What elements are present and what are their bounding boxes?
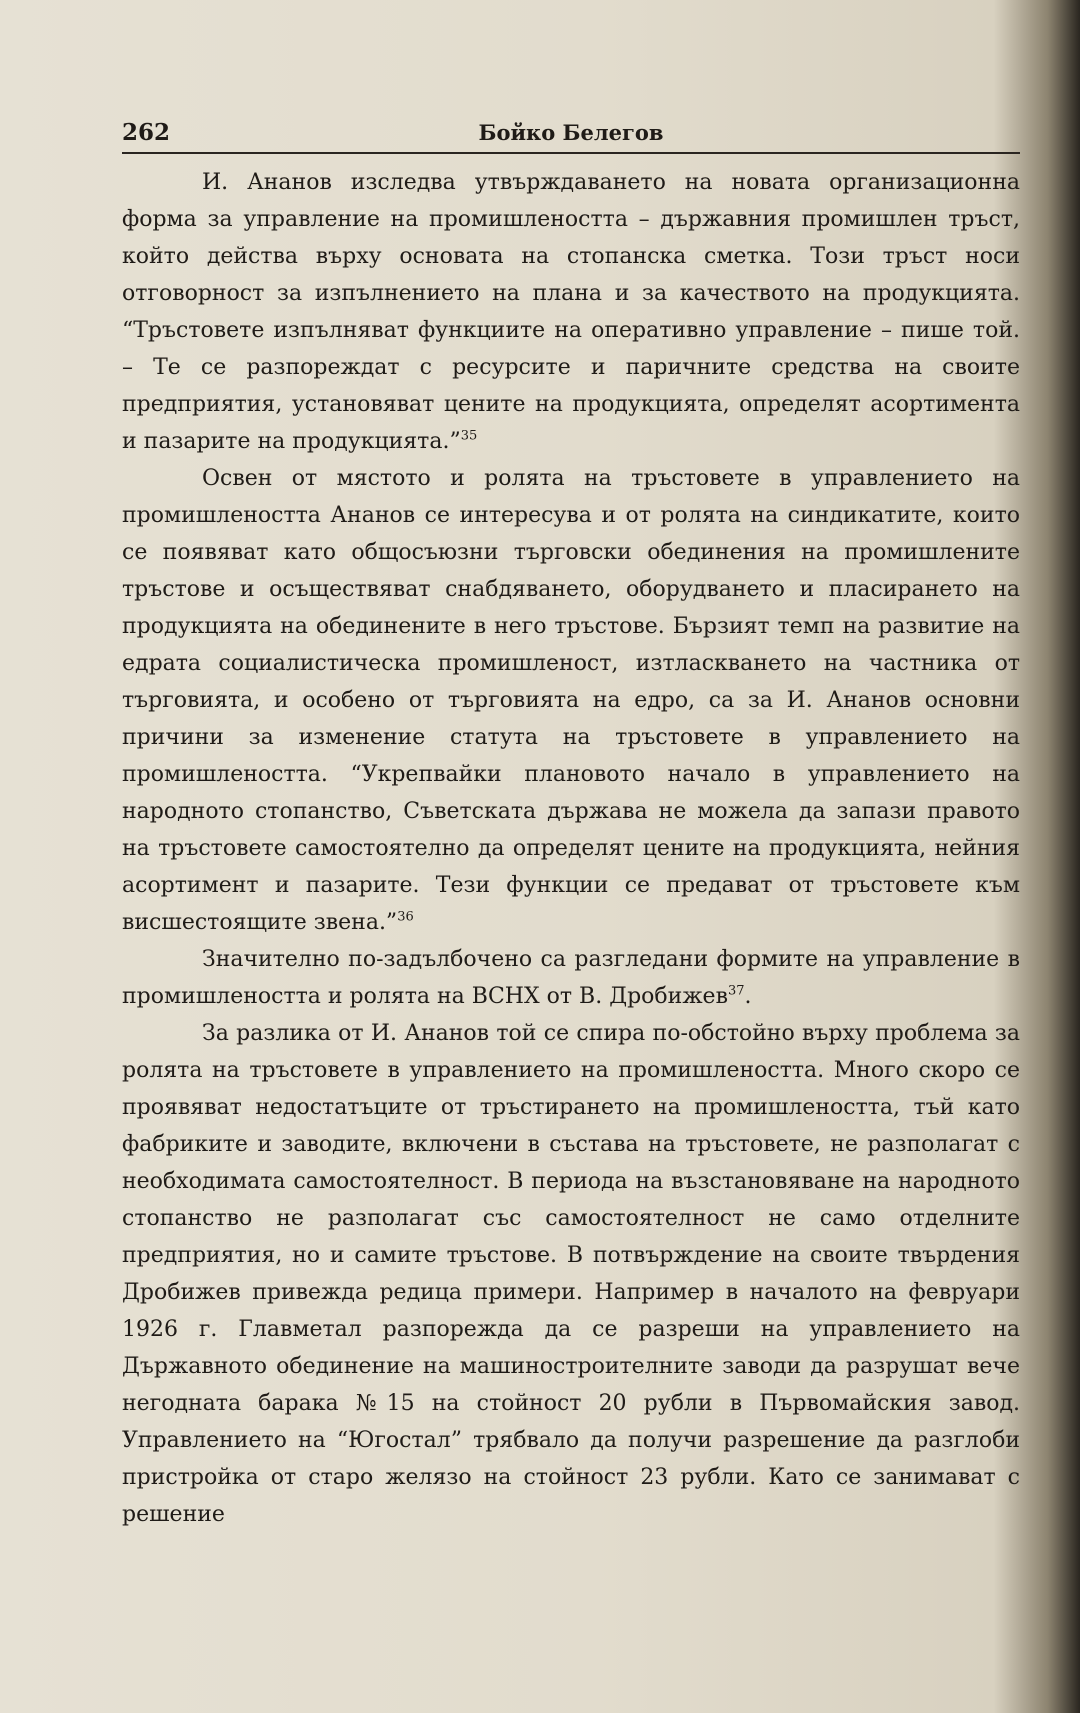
paragraph-text: Значително по-задълбочено са разгледани формите на управление в промишлеността и ролята на ВСНХ от В. Дробижев bbox=[122, 947, 1020, 1009]
footnote-marker: 36 bbox=[397, 909, 414, 925]
paragraph bbox=[122, 164, 1020, 460]
page-header bbox=[122, 114, 1020, 152]
running-title: Бойко Белегов bbox=[478, 120, 664, 145]
footnote-marker: 37 bbox=[727, 983, 745, 999]
paragraph-text: И. Ананов изследва утвърждаването на новата организационна форма за управление на промишлеността – държавния промишлен тръст, който действа върху основата на стопанска сметка. Този тръст носи отговорност за изпълнението на плана и за качеството на продукцията. “Тръстовете изпълняват функциите на оперативно управление – пише той. – Те се разпореждат с ресурсите и паричните средства на своите предприятия, установяват цените на продукцията, определят асортимента и пазарите на продукцията.” bbox=[122, 170, 1020, 454]
header-rule bbox=[122, 152, 1020, 154]
paragraph-tail: . bbox=[744, 984, 752, 1009]
paragraph-text: За разлика от И. Ананов той се спира по-обстойно върху проблема за ролята на тръстовете в управлението на промишлеността. Много скоро се проявяват недостатъците от тръстирането на промишлеността, тъй като фабриките и заводите, включени в състава на тръстовете, не разполагат с необходимата самостоятелност. В периода на възстановяване на народното стопанство не разполагат със самостоятелност не само отделните предприятия, но и самите тръстове. В потвърждение на своите твърдения Дробижев привежда редица примери. Например в началото на февруари 1926 г. Главметал разпорежда да се разреши на управлението на Държавното обединение на машиностроителните заводи да разрушат вече негодната барака №15 на стойност 20 рубли в Първомайския завод. Управлението на “Югостал” трябвало да получи разрешение да разглоби пристройка от старо желязо на стойност 23 рубли. Като се занимават с решение bbox=[122, 1021, 1020, 1527]
page-number: 262 bbox=[122, 119, 171, 146]
paragraph bbox=[122, 1015, 1020, 1533]
paragraph bbox=[122, 941, 1020, 1015]
body-text bbox=[122, 164, 1020, 1533]
footnote-marker: 35 bbox=[460, 428, 478, 444]
paragraph bbox=[122, 460, 1020, 941]
paragraph-text: Освен от мястото и ролята на тръстовете в управлението на промишлеността Ананов се интересува и от ролята на синдикатите, които се появяват като общосъюзни търговски обединения на промишлените тръстове и осъществяват снабдяването, оборудването и пласирането на продукцията на обединените в него тръстове. Бързият темп на развитие на едрата социалистическа промишленост, изтласкването на частника от търговията, и особено от търговията на едро, са за И. Ананов основни причини за изменение статута на тръстовете в управлението на промишлеността. “Укрепвайки плановото начало в управлението на народното стопанство, Съветската държава не можела да запази правото на тръстовете самостоятелно да определят цените на продукцията, нейния асортимент и пазарите. Тези функции се предават от тръстовете към висшестоящите звена.” bbox=[122, 466, 1020, 935]
